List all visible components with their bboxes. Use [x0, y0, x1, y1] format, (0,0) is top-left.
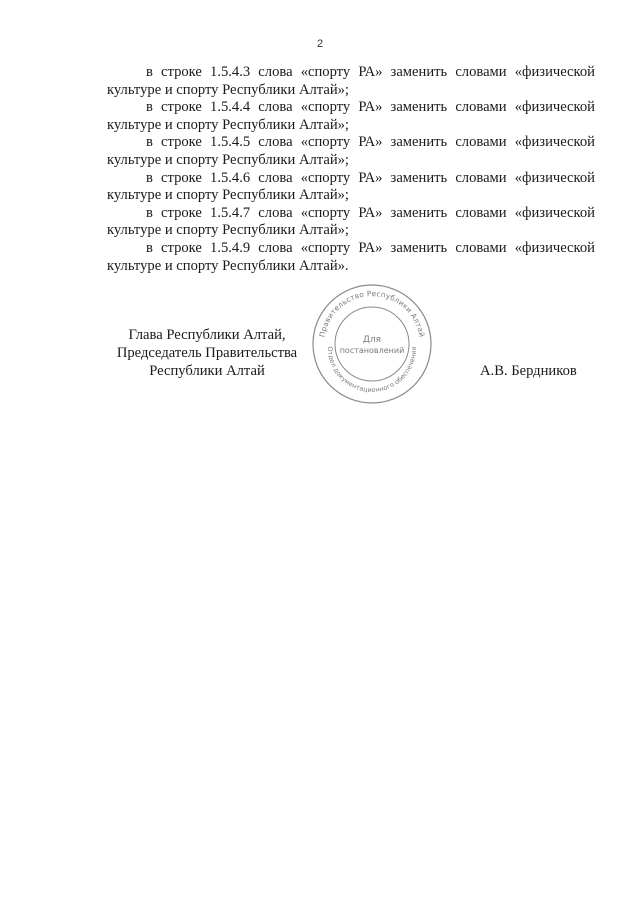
- signatory-title-line: Глава Республики Алтай,: [128, 327, 286, 343]
- signatory-title-line: Республики Алтай: [149, 362, 265, 379]
- amendment-paragraph: в строке 1.5.4.4 слова «спорту РА» заменить словами «физической культуре и спорту Республики Алтай»;: [107, 99, 595, 133]
- amendment-paragraph: в строке 1.5.4.5 слова «спорту РА» заменить словами «физической культуре и спорту Республики Алтай»;: [107, 134, 595, 168]
- amendment-paragraph: в строке 1.5.4.7 слова «спорту РА» заменить словами «физической культуре и спорту Республики Алтай»;: [107, 204, 595, 239]
- amendment-paragraph: в строке 1.5.4.6 слова «спорту РА» заменить словами «физической культуре и спорту Республики Алтай»;: [107, 169, 595, 204]
- seal-center-text: Для: [362, 335, 382, 345]
- amendment-paragraph: в строке 1.5.4.9 слова «спорту РА» заменить словами «физической культуре и спорту Республики Алтай».: [107, 239, 595, 274]
- document-body: [107, 64, 595, 275]
- seal-center-text: постановлений: [339, 346, 405, 355]
- seal-ring-bottom-text: Отдел документационного обеспечения: [325, 346, 419, 395]
- amendment-paragraph: в строке 1.5.4.3 слова «спорту РА» заменить словами «физической культуре и спорту Республики Алтай»;: [107, 64, 595, 98]
- signatory-title: [107, 327, 307, 380]
- page-number: 2: [316, 38, 324, 50]
- official-seal: [310, 282, 434, 406]
- seal-ring-top-text: Правительство Республики Алтай: [317, 288, 427, 338]
- signer-name: А.В. Бердников: [480, 363, 577, 379]
- signatory-title-line: Председатель Правительства: [116, 344, 298, 361]
